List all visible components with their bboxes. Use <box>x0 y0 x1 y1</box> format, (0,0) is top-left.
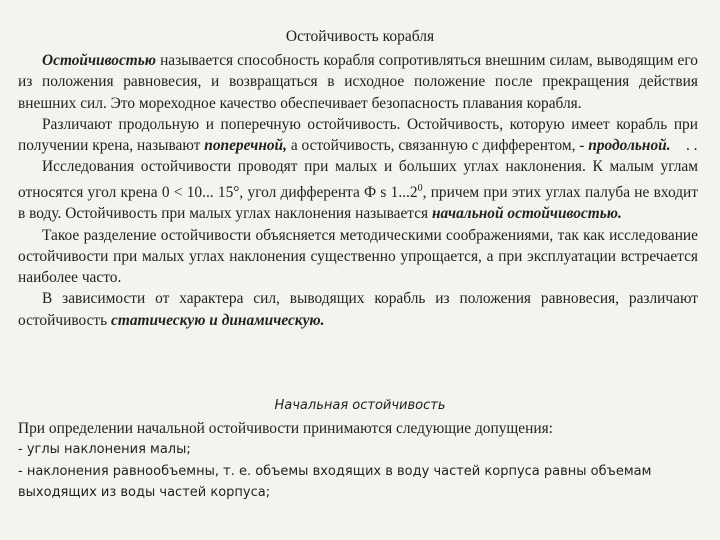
definition-text: называется способность корабля сопротивляться внешним силам, выводящим его из положения равновесия, и возвращаться в исходное положение после прекращения действия внешних сил. Это мореходное качество обеспечивает безопасность плавания корабля. <box>18 52 698 112</box>
assumption-item: - углы наклонения малы; <box>18 442 191 457</box>
paragraph-types <box>18 114 698 157</box>
term-static-dynamic: статическую и динамическую. <box>111 311 325 329</box>
degree-superscript: 0 <box>417 182 423 194</box>
types-text-1: Различают продольную и поперечную остойчивость. Остойчивость, которую имеет корабль при получении крена, называют <box>18 115 698 155</box>
term-transverse: поперечной, <box>204 137 287 155</box>
paragraph-forces <box>18 288 698 331</box>
angles-text-1: Исследования остойчивости проводят при малых и больших углах наклонения. К малым углам относятся угол крена 0 < 10... 15°, угол дифферента Ф s 1...2 <box>18 158 698 201</box>
main-text <box>18 50 698 331</box>
assumption-item: - наклонения равнообъемны, т. е. объемы входящих в воду частей корпуса равны объемам выходящих из воды частей корпуса; <box>18 463 652 500</box>
types-text-3: . . <box>670 137 698 155</box>
term-initial-stability: начальной остойчивостью. <box>431 205 622 223</box>
paragraph-angles <box>18 156 698 224</box>
angles-text-2: , причем при этих углах палуба не входит в воду. Остойчивость при малых углах наклонения называется <box>18 183 698 223</box>
forces-text: В зависимости от характера сил, выводящих корабль из положения равновесия, различают остойчивость <box>18 290 698 329</box>
types-text-2: а остойчивость, связанную с дифферентом, - <box>286 137 589 155</box>
paragraph-division: Такое разделение остойчивости объясняется методическими соображениями, так как исследование остойчивости при малых углах наклонения существенно упрощается, а при эксплуатации встречается наиболее часто. <box>18 226 698 287</box>
page-title: Остойчивость корабля <box>285 28 435 45</box>
paragraph-definition <box>18 50 698 114</box>
assumptions-block <box>18 418 708 504</box>
assumptions-intro: При определении начальной остойчивости принимаются следующие допущения: <box>18 420 553 437</box>
section-subheading: Начальная остойчивость <box>274 398 446 413</box>
term-stability: Остойчивостью <box>42 52 157 69</box>
term-longitudinal: продольной. <box>588 137 671 155</box>
